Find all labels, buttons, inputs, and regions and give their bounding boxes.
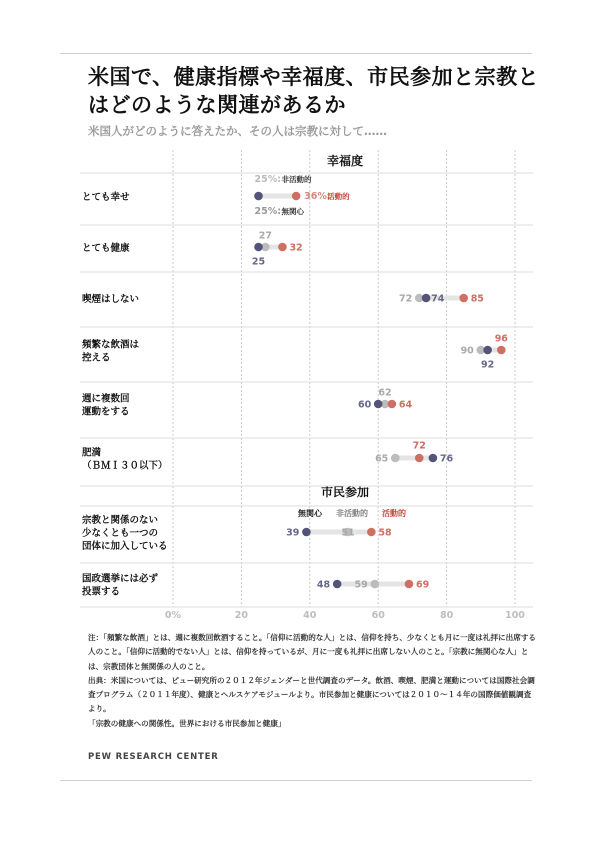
- dot-active: [459, 294, 468, 303]
- dot-active: [405, 580, 414, 589]
- note-source: 出典：米国については、ピュー研究所の２０１２年ジェンダーと世代調査のデータ。飲酒、喫煙、肥満と運動については国際社会調査プログラム（２０１１年度）、健康とヘルスケアモジュールより。市民参加と健康については２０１０～１４年の国際価値観調査より。: [88, 675, 535, 714]
- row-label: 投票する: [82, 586, 121, 598]
- x-tick-label: 0%: [164, 610, 182, 621]
- row-label: （ＢＭＩ３０以下）: [82, 460, 168, 472]
- note-definitions: 注：「頻繁な飲酒」とは、週に複数回飲酒すること。「信仰に活動的な人」とは、信仰を持ち、少なくとも月に一度は礼拝に出席する人のこと。「信仰に活動的でない人」とは、信仰を持っているが、月に一度も礼拝に出席しない人のこと。「宗教に無関心な人」とは、宗教団体と無関係の人のこと。: [88, 633, 537, 671]
- value-label-unaffiliated: 60: [357, 399, 372, 411]
- dot-unaffiliated: [254, 243, 263, 252]
- value-label-active: 64: [398, 399, 413, 411]
- value-label-unaffiliated: 92: [481, 359, 495, 371]
- row-label: とても健康: [82, 243, 130, 254]
- dot-unaffiliated: [302, 528, 311, 537]
- value-label-active: 96: [494, 333, 508, 345]
- dot-inactive: [391, 454, 400, 463]
- row-label: 頻繁な飲酒は: [82, 339, 140, 351]
- value-label-active: 72: [412, 440, 426, 452]
- series-name-unaffiliated: 無関心: [281, 207, 304, 216]
- dot-active: [292, 192, 301, 201]
- legend-label: 無関心: [298, 509, 322, 518]
- value-label-active: 36%:: [304, 191, 331, 202]
- value-label-active: 69: [415, 579, 430, 591]
- series-name-active: 活動的: [327, 192, 350, 201]
- row-label: 週に複数回: [82, 393, 130, 405]
- value-label-unaffiliated: 76: [439, 453, 454, 465]
- note-reference: 「宗教の健康への関係性。世界における市民参加と健康」: [88, 718, 286, 728]
- row-label: 控える: [82, 352, 111, 364]
- row-label: 国政選挙には必ず: [82, 573, 159, 585]
- row-label: とても幸せ: [82, 192, 130, 203]
- x-tick-label: 100: [505, 610, 525, 621]
- row-label: 喫煙はしない: [82, 294, 140, 305]
- row-label: 少なくとも一つの: [82, 528, 159, 539]
- value-label-active: 85: [470, 293, 484, 305]
- legend-label: 活動的: [382, 509, 406, 518]
- section-title: 幸福度: [326, 154, 364, 168]
- dot-unaffiliated: [429, 454, 438, 463]
- source-org: PEW RESEARCH CENTER: [88, 752, 219, 762]
- section-title: 市民参加: [320, 485, 370, 499]
- value-label-inactive: 59: [354, 579, 368, 591]
- value-label-unaffiliated: 74: [431, 293, 445, 305]
- value-label-unaffiliated: 39: [286, 527, 300, 539]
- value-label-inactive: 72: [399, 293, 413, 305]
- dot-unaffiliated: [422, 294, 431, 303]
- x-tick-label: 80: [439, 610, 454, 621]
- row-label: 運動をする: [82, 406, 130, 418]
- dot-unaffiliated: [333, 580, 342, 589]
- x-tick-label: 40: [303, 610, 317, 621]
- dot-active: [278, 243, 287, 252]
- value-label-inactive: 62: [378, 387, 392, 399]
- series-name-inactive: 非活動的: [281, 175, 312, 184]
- dot-unaffiliated: [483, 346, 492, 355]
- value-label-inactive: 51: [341, 527, 355, 539]
- value-label-inactive: 90: [460, 345, 474, 357]
- x-tick-label: 20: [234, 610, 249, 621]
- row-label: 宗教と関係のない: [82, 515, 159, 526]
- value-label-inactive: 65: [375, 453, 389, 465]
- dot-active: [367, 528, 376, 537]
- dot-unaffiliated: [374, 400, 383, 409]
- dot-active: [388, 400, 397, 409]
- page-title: 米国で、健康指標や幸福度、市民参加と宗教とはどのような関連があるか: [88, 65, 540, 117]
- bottom-rule: [60, 780, 532, 781]
- value-label-active: 58: [378, 527, 392, 539]
- value-label-inactive: 25%:: [254, 174, 282, 185]
- value-label-active: 32: [289, 242, 303, 254]
- x-tick-label: 60: [371, 610, 385, 621]
- dot-inactive: [370, 580, 379, 589]
- notes-block: [88, 631, 538, 731]
- dot-active: [415, 454, 424, 463]
- value-label-unaffiliated: 25%:: [254, 206, 282, 217]
- page-subtitle: 米国人がどのように答えたか、その人は宗教に対して……: [88, 124, 387, 138]
- row-label: 肥満: [82, 447, 102, 459]
- legend-label: 非活動的: [336, 509, 368, 518]
- dot-active: [497, 346, 506, 355]
- value-label-inactive: 27: [258, 230, 272, 242]
- value-label-unaffiliated: 25: [251, 256, 266, 268]
- row-label: 団体に加入している: [82, 541, 168, 552]
- dot-unaffiliated: [254, 192, 263, 201]
- value-label-unaffiliated: 48: [316, 579, 331, 591]
